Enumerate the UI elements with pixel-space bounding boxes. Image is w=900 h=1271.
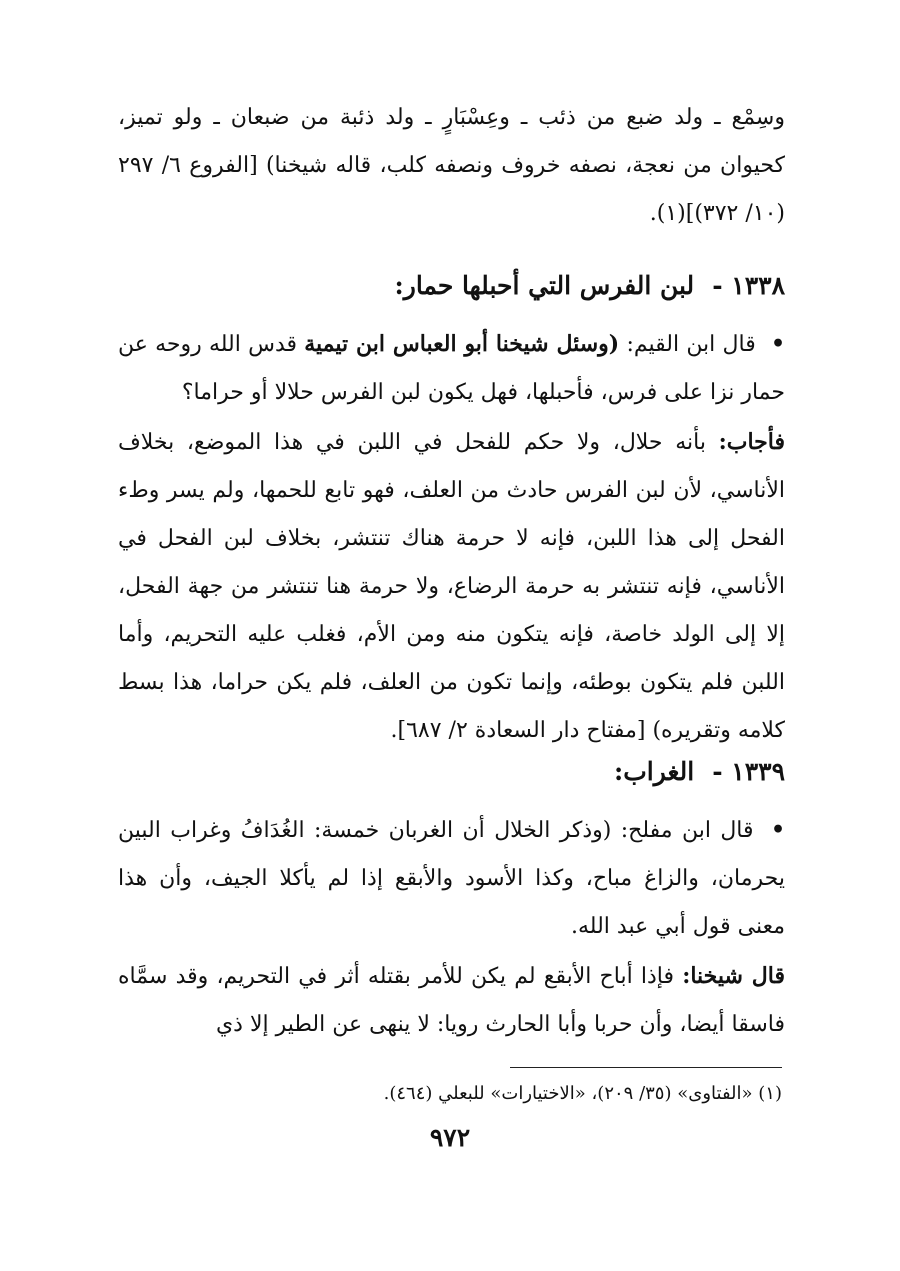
answer-paragraph: [118, 418, 785, 755]
ibn-qayyim-quote: [118, 320, 785, 417]
footnote-divider: [510, 1067, 782, 1068]
answer-label: فأجاب:: [718, 429, 785, 455]
sheikh-label: قال شيخنا:: [682, 963, 785, 989]
section-number: ١٣٣٨ -: [712, 271, 785, 300]
section-title: الغراب:: [614, 757, 695, 786]
quote-rest: قدس الله روحه عن حمار نزا على فرس، فأحبلها، فهل يكون لبن الفرس حلالا أو حراما؟: [118, 332, 785, 405]
answer-text: بأنه حلال، ولا حكم للفحل في اللبن في هذا الموضع، بخلاف الأناسي، لأن لبن الفرس حادث من العلف، فهو تابع للحمها، ولم يسر وطء الفحل إلى هذا اللبن، فإنه لا حرمة هناك تنتشر، بخلاف لبن الفحل في الأناسي، فإنه تنتشر به حرمة الرضاع، ولا حرمة هنا تنتشر من جهة الفحل، إلا إلى الولد خاصة، فإنه يتكون منه ومن الأم، فغلب عليه التحريم، وأما اللبن فلم يتكون بوطئه، وإنما تكون من العلف، فلم يكن حراما، هذا بسط كلامه وتقريره): [118, 430, 785, 743]
section-heading-1338: [118, 266, 785, 306]
answer-reference: [مفتاح دار السعادة ٢/ ٦٨٧].: [390, 718, 646, 743]
section-title: لبن الفرس التي أحبلها حمار:: [394, 271, 695, 300]
intro-paragraph: [118, 94, 785, 238]
sheikh-text: فإذا أباح الأبقع لم يكن للأمر بقتله أثر في التحريم، وقد سمَّاه فاسقا أيضا، وأن حربا وأبا الحارث رويا: لا ينهى عن الطير إلا ذي: [118, 964, 785, 1037]
section-number: ١٣٣٩ -: [712, 757, 785, 786]
ibn-muflih-quote: [118, 806, 785, 951]
quote-bold: (وسئل شيخنا أبو العباس ابن تيمية: [304, 331, 620, 357]
page-number: ٩٧٢: [429, 1123, 471, 1152]
bullet-icon: •: [770, 817, 785, 843]
section-heading-1339: [118, 752, 785, 792]
footnote: (١) «الفتاوى» (٣٥/ ٢٠٩)، «الاختيارات» للبعلي (٤٦٤).: [383, 1083, 782, 1104]
quote-speaker: قال ابن القيم:: [626, 332, 756, 357]
bullet-icon: •: [770, 331, 786, 357]
quote-text: قال ابن مفلح: (وذكر الخلال أن الغربان خمسة: الغُدَافُ وغراب البين يحرمان، والزاغ مباح، وكذا الأسود والأبقع إذا لم يأكلا الجيف، وأن هذا معنى قول أبي عبد الله.: [118, 818, 785, 939]
sheikh-paragraph: [118, 952, 785, 1049]
intro-text: وسِمْع ـ ولد ضبع من ذئب ـ وعِسْبَارٍ ـ ولد ذئبة من ضبعان ـ ولو تميز، كحيوان من نعجة، نصفه خروف ونصفه كلب، قاله شيخنا) [الفروع ٦/ ٢٩٧ (١٠/ ٣٧٢)](١).: [118, 105, 786, 226]
